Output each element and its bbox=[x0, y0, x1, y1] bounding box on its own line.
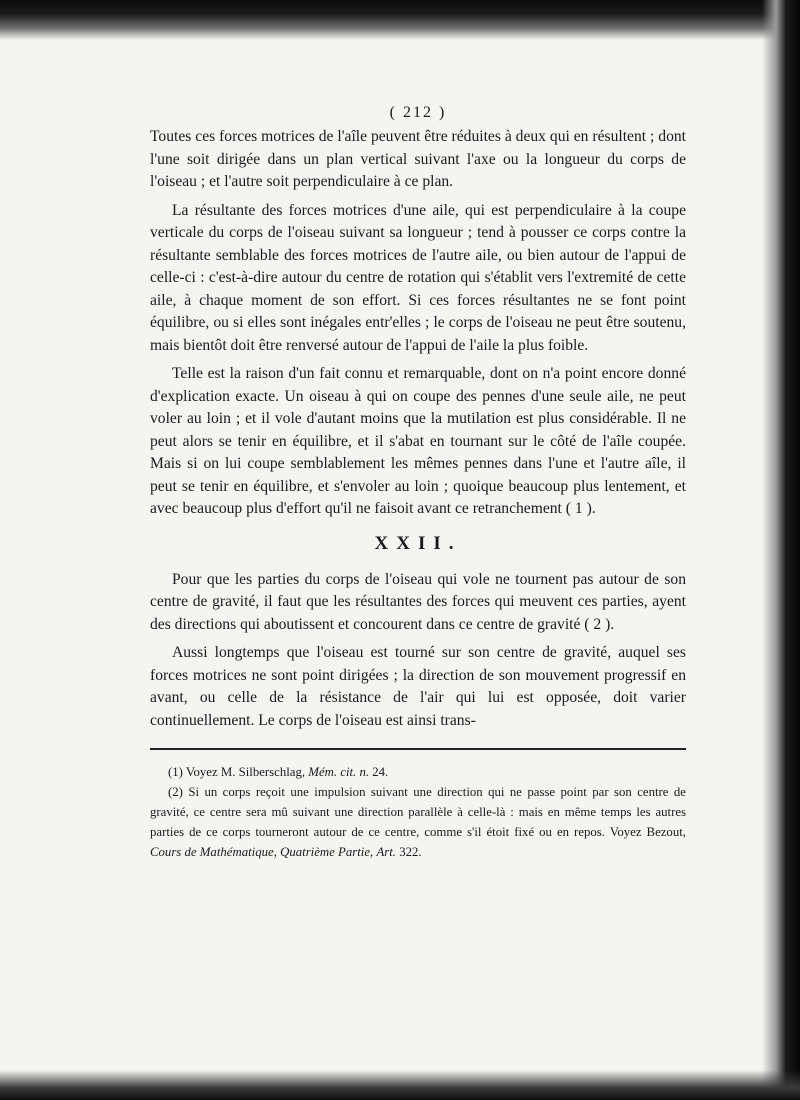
footnote-2-title: Cours de Mathématique bbox=[150, 845, 274, 859]
footnote-2-sep-2: , bbox=[370, 845, 377, 859]
scan-border-right bbox=[762, 0, 800, 1100]
footnote-1 bbox=[150, 762, 686, 782]
footnote-2-text: (2) Si un corps reçoit une impulsion suivant une direction qui ne passe point par son centre de gravité, ce centre sera mû suivant une direction parallèle à celle-là : mais en même temps les autres parties de ce corps tourneront autour de ce centre, comme s'il étoit fixé ou en repos. Voyez Bezout, bbox=[150, 785, 686, 839]
paragraph-3: Telle est la raison d'un fait connu et remarquable, dont on n'a point encore donné d'explication exacte. Un oiseau à qui on coupe des pennes d'une seule aile, ne peut voler au loin ; et il vole d'autant moins que la mutilation est plus considérable. Il ne peut alors se tenir en équilibre, et il s'abat en tournant sur le côté de l'aîle coupée. Mais si on lui coupe semblablement les mêmes pennes dans l'une et l'autre aîle, il peut se tenir en équilibre, et s'envoler au loin ; quoique beaucoup plus lentement, et avec beaucoup plus d'effort qu'il ne faisoit avant ce retranchement ( 1 ). bbox=[150, 365, 686, 517]
footnote-1-citation: Mém. cit. n. bbox=[308, 765, 370, 779]
book-page bbox=[150, 104, 686, 862]
section-heading: XXII. bbox=[374, 532, 462, 554]
scan-border-bottom bbox=[0, 1070, 800, 1100]
footnote-2 bbox=[150, 782, 686, 862]
footnote-2-sep-1: , bbox=[273, 845, 281, 859]
paragraph-1: Toutes ces forces motrices de l'aîle peuvent être réduites à deux qui en résultent ; dont l'une soit dirigée dans un plan vertical suivant l'axe ou la longueur du corps de l'oiseau ; et l'autre soit perpendiculaire à ce plan. bbox=[150, 128, 686, 190]
paragraph-5: Aussi longtemps que l'oiseau est tourné sur son centre de gravité, auquel ses forces motrices ne sont point dirigées ; la direction de son mouvement progressif en avant, ou celle de la résistance de l'air qui lui est opposée, doit varier continuellement. Le corps de l'oiseau est ainsi trans- bbox=[150, 644, 686, 729]
footnote-2-number: 322. bbox=[396, 845, 422, 859]
footnote-1-number: 24. bbox=[369, 765, 389, 779]
paragraph-2: La résultante des forces motrices d'une aile, qui est perpendiculaire à la coupe verticale du corps de l'oiseau suivant sa longueur ; tend à pousser ce corps contre la résultante semblable des forces motrices de l'autre aile, ou bien autour de l'appui de celle-ci : c'est-à-dire autour du centre de rotation qui s'établit vers l'extremité de cette aile, à chaque moment de son effort. Si ces forces résultantes ne se font point équilibre, ou si elles sont inégales entr'elles ; le corps de l'oiseau ne peut être soutenu, mais bientôt doit être renversé autour de l'appui de l'aile la plus foible. bbox=[150, 201, 686, 354]
footnote-1-text: (1) Voyez M. Silberschlag, bbox=[168, 765, 309, 779]
footnote-2-part: Quatrième Partie bbox=[280, 845, 371, 859]
paragraph-4: Pour que les parties du corps de l'oiseau qui vole ne tournent pas autour de son centre de gravité, il faut que les résultantes des forces qui meuvent ces parties, ayent des directions qui aboutissent et concourent dans ce centre de gravité ( 2 ). bbox=[150, 570, 686, 633]
page-number: ( 212 ) bbox=[389, 104, 447, 121]
scan-border-top bbox=[0, 0, 800, 40]
footnote-2-art: Art. bbox=[376, 845, 396, 859]
footnote-divider bbox=[150, 748, 686, 750]
